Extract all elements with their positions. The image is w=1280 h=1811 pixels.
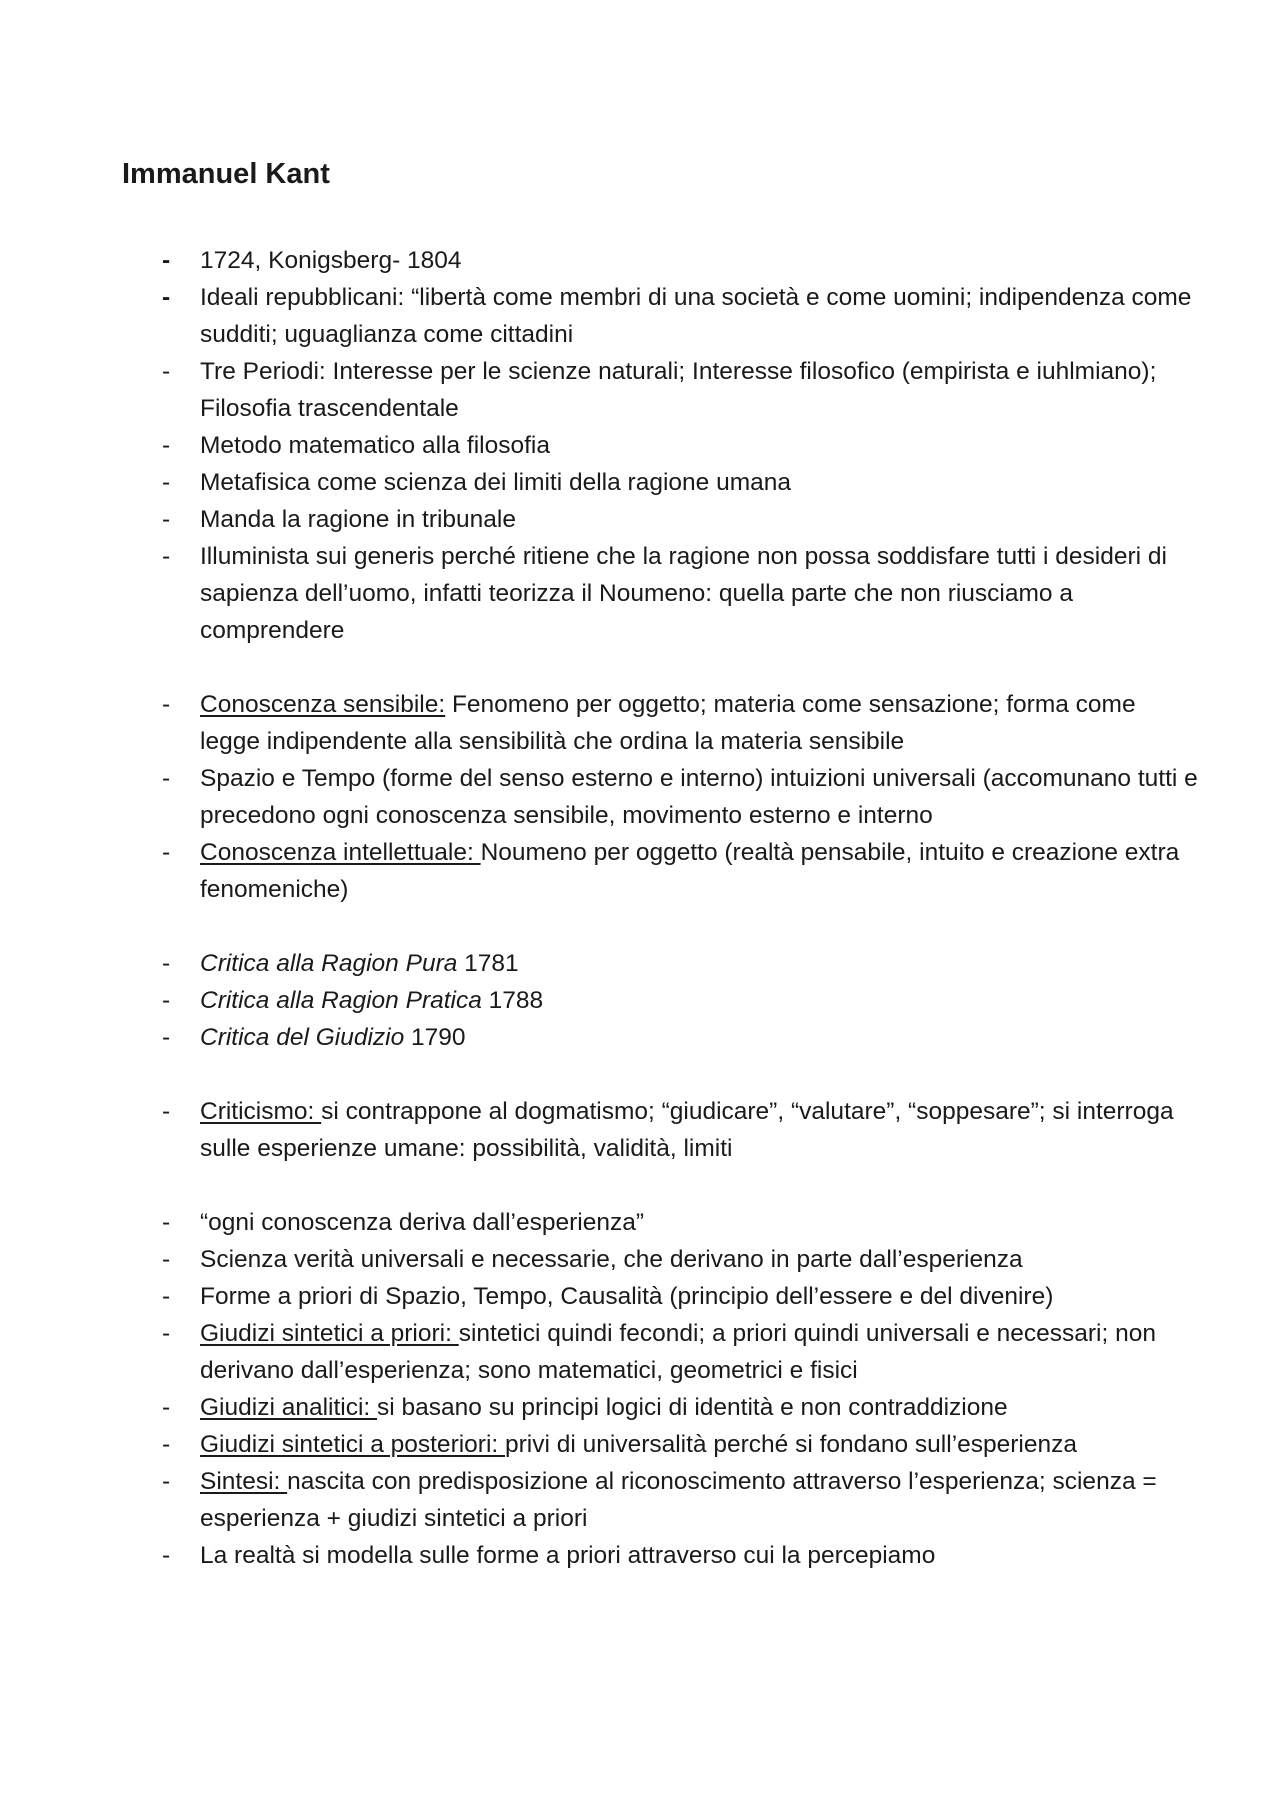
list-item — [0, 982, 1200, 1019]
list-item — [0, 945, 1200, 982]
item-text: Illuminista sui generis perché ritiene che la ragione non possa soddisfare tutti i desideri di sapienza dell’uomo, infatti teorizza il Noumeno: quella parte che non riusciamo a comprendere — [200, 543, 1167, 644]
bullet-dash: - — [162, 247, 171, 274]
bullet-dash: - — [162, 1283, 171, 1310]
bullet-dash: - — [162, 432, 171, 459]
bullet-dash: - — [162, 987, 171, 1014]
list-item — [0, 1315, 1200, 1389]
list-item — [0, 686, 1200, 760]
item-label: Giudizi analitici: — [200, 1394, 378, 1421]
list-item — [0, 1389, 1200, 1426]
list-item — [0, 1093, 1200, 1167]
notes-list — [0, 242, 1280, 1574]
list-item — [0, 1463, 1200, 1537]
bullet-dash: - — [162, 1320, 171, 1347]
bullet-dash: - — [162, 765, 171, 792]
item-label: Conoscenza intellettuale: — [200, 839, 481, 866]
list-item — [0, 538, 1200, 649]
bullet-dash: - — [162, 839, 171, 866]
bullet-dash: - — [162, 506, 171, 533]
list-item — [0, 242, 1200, 279]
work-title: Critica alla Ragion Pratica — [200, 987, 482, 1014]
item-text: La realtà si modella sulle forme a priori attraverso cui la percepiamo — [200, 1542, 936, 1569]
work-title: Critica del Giudizio — [200, 1024, 405, 1051]
item-text: “ogni conoscenza deriva dall’esperienza” — [200, 1209, 644, 1236]
bullet-dash: - — [162, 358, 171, 385]
bullet-dash: - — [162, 1468, 171, 1495]
work-year: 1790 — [404, 1024, 466, 1051]
item-label: Conoscenza sensibile: — [200, 691, 446, 718]
bullet-dash: - — [162, 469, 171, 496]
item-text: Metafisica come scienza dei limiti della ragione umana — [200, 469, 792, 496]
item-label: Criticismo: — [200, 1098, 322, 1125]
paragraph-gap — [0, 1167, 1280, 1204]
item-text: Metodo matematico alla filosofia — [200, 432, 550, 459]
item-text: Tre Periodi: Interesse per le scienze naturali; Interesse filosofico (empirista e iuhlmiano); Filosofia trascendentale — [200, 358, 1157, 422]
item-text: 1724, Konigsberg- 1804 — [200, 247, 462, 274]
item-text: Manda la ragione in tribunale — [200, 506, 516, 533]
item-text: Forme a priori di Spazio, Tempo, Causalità (principio dell’essere e del divenire) — [200, 1283, 1054, 1310]
item-text: nascita con predisposizione al riconoscimento attraverso l’esperienza; scienza = esperienza + giudizi sintetici a priori — [200, 1468, 1157, 1532]
bullet-dash: - — [162, 1209, 171, 1236]
item-text: Spazio e Tempo (forme del senso esterno e interno) intuizioni universali (accomunano tutti e precedono ogni conoscenza sensibile, movimento esterno e interno — [200, 765, 1198, 829]
work-year: 1781 — [457, 950, 519, 977]
item-text: privi di universalità perché si fondano sull’esperienza — [505, 1431, 1077, 1458]
paragraph-gap — [0, 649, 1280, 686]
item-text: si contrappone al dogmatismo; “giudicare”, “valutare”, “soppesare”; si interroga sulle esperienze umane: possibilità, validità, limiti — [200, 1098, 1174, 1162]
list-item — [0, 1019, 1200, 1056]
item-label: Giudizi sintetici a priori: — [200, 1320, 459, 1347]
list-item — [0, 353, 1200, 427]
list-item — [0, 427, 1200, 464]
item-text: Scienza verità universali e necessarie, che derivano in parte dall’esperienza — [200, 1246, 1023, 1273]
bullet-dash: - — [162, 1431, 171, 1458]
bullet-dash: - — [162, 543, 171, 570]
work-year: 1788 — [481, 987, 544, 1014]
list-item — [0, 1278, 1200, 1315]
item-label: Sintesi: — [200, 1468, 288, 1495]
list-item — [0, 834, 1200, 908]
list-item — [0, 279, 1200, 353]
bullet-dash: - — [162, 284, 171, 311]
bullet-dash: - — [162, 1024, 171, 1051]
item-text: Fenomeno per oggetto; materia come sensazione; forma come legge indipendente alla sensibilità che ordina la materia sensibile — [200, 691, 1136, 755]
paragraph-gap — [0, 1056, 1280, 1093]
list-item — [0, 1204, 1200, 1241]
list-item — [0, 501, 1200, 538]
list-item — [0, 464, 1200, 501]
paragraph-gap — [0, 908, 1280, 945]
item-text: Ideali repubblicani: “libertà come membri di una società e come uomini; indipendenza come sudditi; uguaglianza come cittadini — [200, 284, 1192, 348]
bullet-dash: - — [162, 1394, 171, 1421]
page-title: Immanuel Kant — [122, 158, 330, 190]
item-text: Noumeno per oggetto (realtà pensabile, intuito e creazione extra fenomeniche) — [200, 839, 1180, 903]
list-item — [0, 1241, 1200, 1278]
bullet-dash: - — [162, 1098, 171, 1125]
bullet-dash: - — [162, 1246, 171, 1273]
bullet-dash: - — [162, 691, 171, 718]
item-text: sintetici quindi fecondi; a priori quindi universali e necessari; non derivano dall’esperienza; sono matematici, geometrici e fisici — [200, 1320, 1156, 1384]
work-title: Critica alla Ragion Pura — [200, 950, 458, 977]
list-item — [0, 760, 1200, 834]
list-item — [0, 1537, 1200, 1574]
list-item — [0, 1426, 1200, 1463]
item-text: si basano su principi logici di identità e non contraddizione — [377, 1394, 1008, 1421]
item-label: Giudizi sintetici a posteriori: — [200, 1431, 506, 1458]
bullet-dash: - — [162, 1542, 171, 1569]
bullet-dash: - — [162, 950, 171, 977]
